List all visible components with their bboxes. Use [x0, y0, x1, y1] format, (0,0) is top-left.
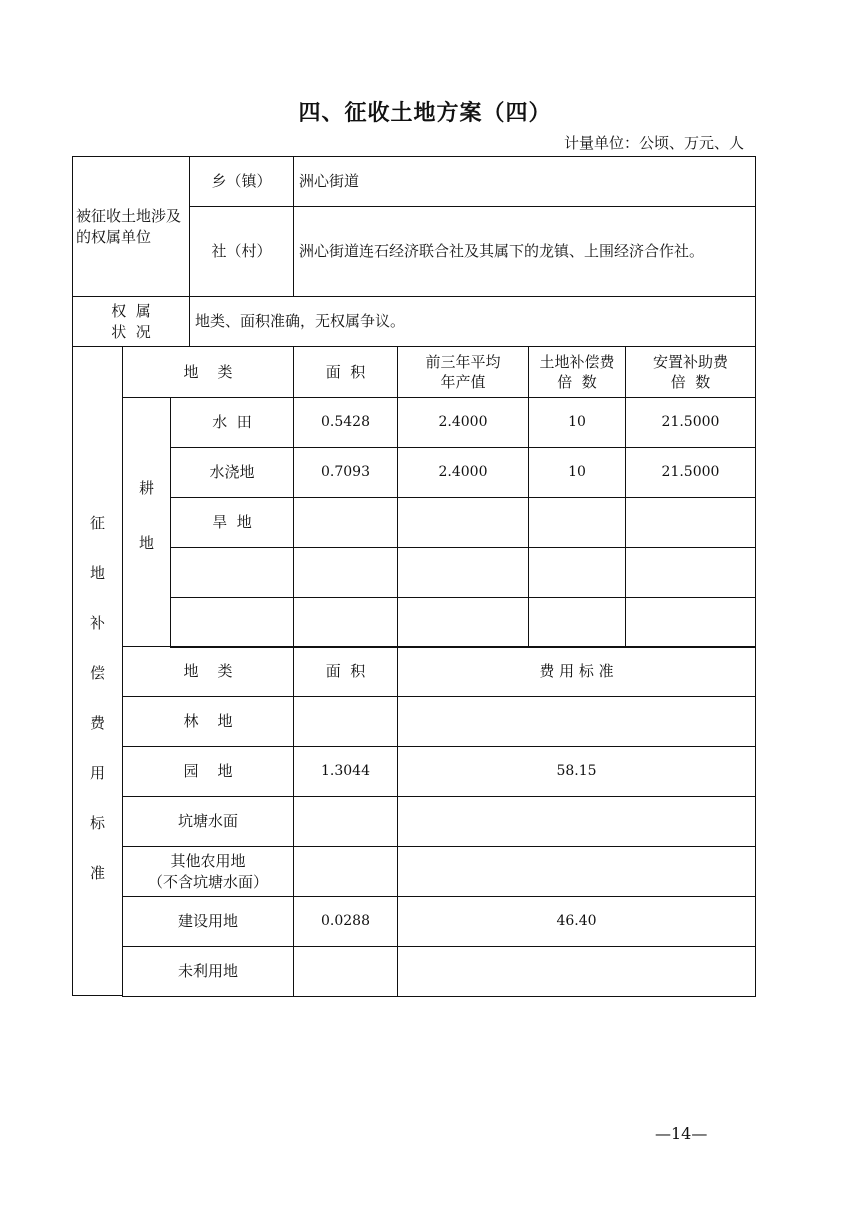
farmland-resettle-cell: 21.5000: [625, 397, 756, 448]
other-land-area-cell: 1.3044: [293, 746, 398, 797]
farmland-avg-output-cell: [397, 547, 529, 598]
farmland-avg-output-cell: 2.4000: [397, 447, 529, 498]
ownership-section-label: [72, 156, 190, 297]
farmland-char: 耕: [138, 479, 154, 497]
farmland-area-cell: [293, 497, 398, 548]
farmland-avg-output-cell: 2.4000: [397, 397, 529, 448]
section-char: 地: [89, 564, 105, 582]
other-land-type-cell: 林 地: [122, 696, 294, 747]
page-number: —14—: [655, 1124, 708, 1143]
other-land-area-cell: [293, 796, 398, 847]
other-land-area-cell: [293, 846, 398, 897]
farmland-land-comp-cell: [528, 597, 626, 648]
other-land-type-cell: 坑塘水面: [122, 796, 294, 847]
other-land-fee-cell: [397, 796, 756, 847]
section-char: 标: [89, 814, 105, 832]
other-land-fee-cell: [397, 846, 756, 897]
status-value: 地类、面积准确，无权属争议。: [189, 296, 756, 347]
other-land-area-cell: [293, 696, 398, 747]
other-land-fee-cell: 58.15: [397, 746, 756, 797]
other-land-fee-cell: 46.40: [397, 896, 756, 947]
farmland-area-cell: 0.7093: [293, 447, 398, 498]
status-label: 权 属 状 况: [72, 296, 190, 347]
farmland-char: 地: [138, 534, 154, 552]
other-land-type-cell: 未利用地: [122, 946, 294, 997]
village-label: 社（村）: [189, 206, 294, 297]
farmland-type-cell: 水浇地: [170, 447, 294, 498]
farmland-land-comp-cell: 10: [528, 397, 626, 448]
section-char: 补: [89, 614, 105, 632]
ownership-section-text: 被征收土地涉及的权属单位: [76, 207, 182, 246]
farmland-resettle-cell: [625, 497, 756, 548]
farmland-area-cell: [293, 547, 398, 598]
farmland-type-cell: [170, 547, 294, 598]
farmland-area-cell: [293, 597, 398, 648]
farmland-area-cell: 0.5428: [293, 397, 398, 448]
other-header-land-type: 地 类: [122, 646, 294, 697]
page-title: 四、征收土地方案（四）: [298, 101, 552, 126]
other-land-fee-cell: [397, 696, 756, 747]
farmland-type-cell: 旱 地: [170, 497, 294, 548]
section-char: 征: [89, 514, 105, 532]
section-char: 用: [89, 764, 105, 782]
village-value: 洲心街道连石经济联合社及其属下的龙镇、上围经济合作社。: [293, 206, 756, 297]
compensation-section-label: [72, 346, 123, 996]
farmland-type-cell: 水 田: [170, 397, 294, 448]
township-value: 洲心街道: [293, 156, 756, 207]
farmland-resettle-cell: 21.5000: [625, 447, 756, 498]
header-area: 面 积: [293, 346, 398, 398]
other-header-fee-standard: 费 用 标 准: [397, 646, 756, 697]
header-land-type: 地 类: [122, 346, 294, 398]
header-resettle-multiple: 安置补助费 倍 数: [625, 346, 756, 398]
farmland-land-comp-cell: 10: [528, 447, 626, 498]
other-land-type-cell: 建设用地: [122, 896, 294, 947]
farmland-land-comp-cell: [528, 547, 626, 598]
farmland-avg-output-cell: [397, 497, 529, 548]
farmland-type-cell: [170, 597, 294, 648]
farmland-resettle-cell: [625, 597, 756, 648]
farmland-resettle-cell: [625, 547, 756, 598]
unit-note: 计量单位：公顷、万元、人: [563, 134, 744, 152]
section-char: 费: [89, 714, 105, 732]
farmland-label: [122, 397, 171, 647]
other-header-area: 面 积: [293, 646, 398, 697]
other-land-fee-cell: [397, 946, 756, 997]
header-land-comp-multiple: 土地补偿费 倍 数: [528, 346, 626, 398]
other-land-type-cell: 其他农用地 （不含坑塘水面）: [122, 846, 294, 897]
section-char: 准: [89, 864, 105, 882]
other-land-area-cell: [293, 946, 398, 997]
township-label: 乡（镇）: [189, 156, 294, 207]
other-land-type-cell: 园 地: [122, 746, 294, 797]
section-char: 偿: [89, 664, 105, 682]
other-land-area-cell: 0.0288: [293, 896, 398, 947]
farmland-land-comp-cell: [528, 497, 626, 548]
farmland-avg-output-cell: [397, 597, 529, 648]
header-avg-output: 前三年平均 年产值: [397, 346, 529, 398]
